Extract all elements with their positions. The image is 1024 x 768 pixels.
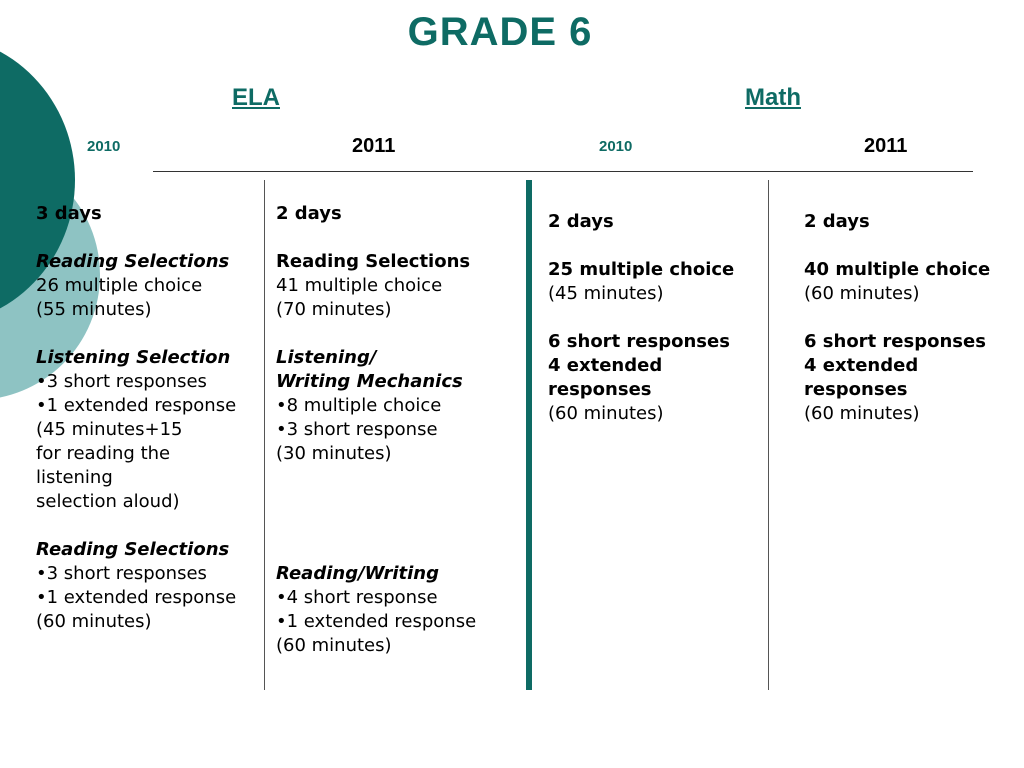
- math-2010-short-responses: 6 short responses: [548, 331, 730, 352]
- spacer: [804, 306, 990, 330]
- subject-divider: [526, 180, 532, 690]
- ela-2011-column: [276, 202, 476, 658]
- spacer: [36, 514, 236, 538]
- ela-2010-section2-line: •3 short responses: [36, 371, 207, 392]
- spacer: [276, 322, 476, 346]
- math-2011-multiple-choice: 40 multiple choice: [804, 259, 991, 280]
- ela-2010-section2-line: for reading the: [36, 443, 171, 464]
- math-2011-days: 2 days: [804, 211, 870, 232]
- ela-2011-section3-title: Reading/Writing: [276, 563, 439, 584]
- spacer: [548, 234, 734, 258]
- ela-2011-section3-line: (60 minutes): [276, 635, 392, 656]
- math-2011-mc-time: (60 minutes): [804, 283, 920, 304]
- math-2011-year: 2011: [864, 135, 908, 157]
- math-2011-short-responses: 6 short responses: [804, 331, 986, 352]
- ela-2010-section3-title: Reading Selections: [36, 539, 230, 560]
- ela-2011-section2-title: Writing Mechanics: [276, 371, 463, 392]
- ela-2010-section3-line: •3 short responses: [36, 563, 207, 584]
- math-2010-multiple-choice: 25 multiple choice: [548, 259, 735, 280]
- spacer: [276, 514, 476, 538]
- spacer: [36, 322, 236, 346]
- math-2010-mc-time: (45 minutes): [548, 283, 664, 304]
- math-2010-days: 2 days: [548, 211, 614, 232]
- ela-2010-section2-line: (45 minutes+15: [36, 419, 183, 440]
- ela-2011-days: 2 days: [276, 203, 342, 224]
- ela-2011-section2-title: Listening/: [276, 347, 377, 368]
- math-2011-column: [804, 210, 990, 426]
- ela-2010-section2-title: Listening Selection: [36, 347, 231, 368]
- spacer: [276, 490, 476, 514]
- ela-2010-section1-title: Reading Selections: [36, 251, 230, 272]
- ela-2010-year: 2010: [87, 138, 121, 155]
- ela-2011-year: 2011: [352, 135, 396, 157]
- math-2010-extended-responses: responses: [548, 379, 652, 400]
- math-2010-year: 2010: [599, 138, 633, 155]
- spacer: [36, 226, 236, 250]
- math-2010-column: [548, 210, 734, 426]
- math-2011-response-time: (60 minutes): [804, 403, 920, 424]
- spacer: [276, 466, 476, 490]
- header-divider: [153, 171, 973, 172]
- subject-ela-heading: ELA: [232, 84, 280, 111]
- page-title: GRADE 6: [407, 10, 593, 54]
- ela-2011-section3-line: •1 extended response: [276, 611, 477, 632]
- math-column-divider: [768, 180, 769, 690]
- ela-2010-section2-line: •1 extended response: [36, 395, 237, 416]
- math-2011-extended-responses: 4 extended: [804, 355, 919, 376]
- ela-2010-section2-line: listening: [36, 467, 113, 488]
- ela-2010-section1-line: 26 multiple choice: [36, 275, 203, 296]
- ela-2010-days: 3 days: [36, 203, 102, 224]
- math-2010-response-time: (60 minutes): [548, 403, 664, 424]
- ela-2010-section3-line: •1 extended response: [36, 587, 237, 608]
- ela-2011-section1-line: 41 multiple choice: [276, 275, 443, 296]
- ela-2011-section2-line: (30 minutes): [276, 443, 392, 464]
- ela-2011-section1-title: Reading Selections: [276, 251, 471, 272]
- ela-2011-section2-line: •8 multiple choice: [276, 395, 442, 416]
- ela-2010-column: [36, 202, 236, 634]
- ela-2010-section1-line: (55 minutes): [36, 299, 152, 320]
- ela-2010-section2-line: selection aloud): [36, 491, 180, 512]
- ela-2010-section3-line: (60 minutes): [36, 611, 152, 632]
- spacer: [276, 226, 476, 250]
- ela-column-divider: [264, 180, 265, 690]
- ela-2011-section3-line: •4 short response: [276, 587, 438, 608]
- ela-2011-section1-line: (70 minutes): [276, 299, 392, 320]
- ela-2011-section2-line: •3 short response: [276, 419, 438, 440]
- subject-math-heading: Math: [745, 84, 801, 111]
- spacer: [804, 234, 990, 258]
- spacer: [548, 306, 734, 330]
- math-2010-extended-responses: 4 extended: [548, 355, 663, 376]
- spacer: [276, 538, 476, 562]
- math-2011-extended-responses: responses: [804, 379, 908, 400]
